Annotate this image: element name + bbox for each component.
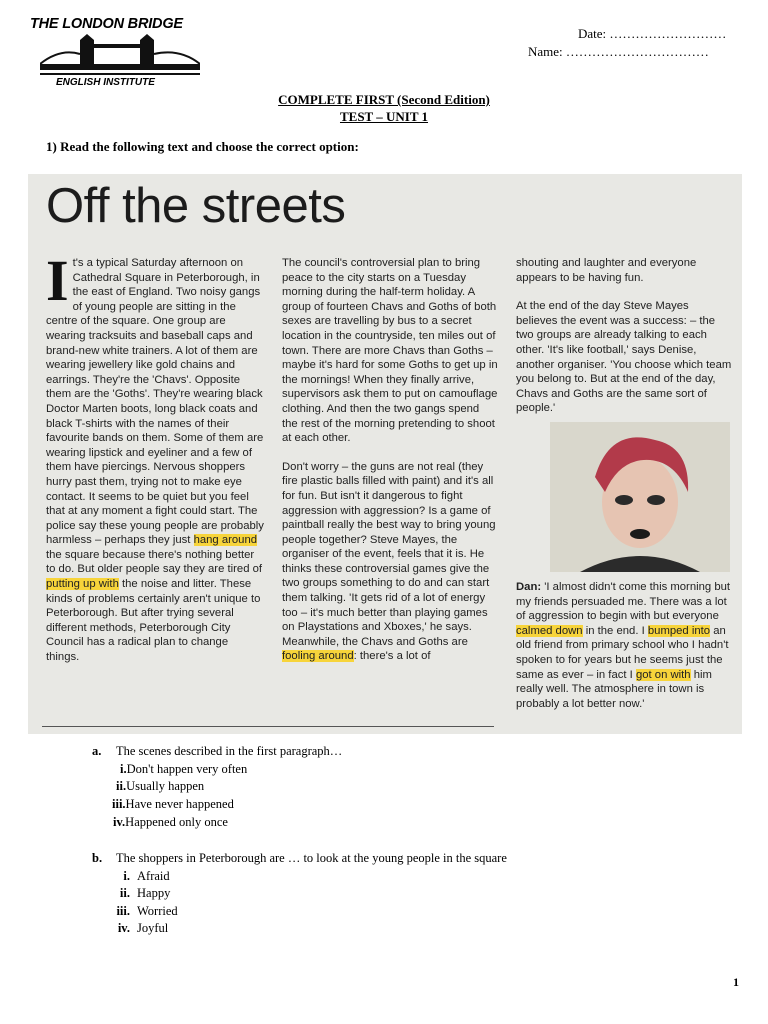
- article-photo: [550, 422, 730, 572]
- article-column-2: [282, 256, 498, 678]
- question-label: b.: [92, 851, 103, 865]
- article-column-1: [46, 248, 264, 679]
- option[interactable]: [113, 815, 228, 830]
- option-text: Joyful: [137, 921, 169, 935]
- option-text: Afraid: [137, 869, 170, 883]
- question-b: [92, 851, 507, 866]
- option[interactable]: [120, 762, 247, 777]
- article-title: Off the streets: [46, 179, 346, 233]
- option-text: Happened only once: [125, 815, 228, 829]
- dan-quote: [516, 580, 734, 725]
- highlight-phrase: fooling around: [282, 650, 354, 663]
- article-paragraph: At the end of the day Steve Mayes believes the event was a success: – the two groups are already talking to each other. 'It's like football,' says Denise, another organiser. 'You choose which team you belong to. But at the end of the day, Chavs and Goths are the same sort of people.': [516, 300, 732, 415]
- article-paragraph: The council's controversial plan to bring peace to the city starts on a Tuesday morning during the half-term holiday. A group of fourteen Chavs and Goths of both sexes are travelling by bus to a secret location in the countryside, ten miles out of town. There are more Chavs than Goths – maybe it's hard for some Goths to get up in the mornings! When they finally arrive, supervisors ask them to put on camouflage clothing. And then the two gangs spend the rest of the morning pretending to shoot at each other.: [282, 257, 498, 445]
- page-number: 1: [733, 975, 739, 989]
- article-text: t's a typical Saturday afternoon on Cathedral Square in Peterborough, in the east of England. Two noisy gangs of young people are sitting in the centre of the square. One group are wearing tracksuits and baseball caps and brand-new white trainers. A lot of them are wearing jewellery like gold chains and earrings. They're the 'Chavs'. Opposite them are the 'Goths'. They're wearing black Doctor Marten boots, long black coats and black T-shirts with the names of their favourite bands on them. Some of them are wearing lipstick and eyeliner and a few of them have piercings. Nervous shoppers hurry past them, trying not to make eye contact. It seems to be quiet but you feel that at any moment a fight could start. The police say these young people are probably harmless – perhaps they just: [46, 257, 264, 547]
- question-text: The shoppers in Peterborough are … to look at the young people in the square: [116, 851, 507, 865]
- logo-bottom-text: ENGLISH INSTITUTE: [56, 77, 155, 88]
- option[interactable]: [108, 869, 170, 884]
- dan-label: Dan:: [516, 581, 542, 593]
- article-text: an old friend from primary school who I hadn't spoken to for years but he seems just the same as ever – in fact I: [516, 624, 729, 681]
- article-text: the square because there's nothing better to do. But older people say they are tired of: [46, 548, 263, 576]
- tower-bridge-icon: [40, 34, 200, 78]
- highlight-phrase: putting up with: [46, 578, 119, 591]
- article-text: in the end. I: [582, 624, 645, 637]
- article-text: : there's a lot of: [353, 650, 431, 663]
- article-paragraph: shouting and laughter and everyone appears to be having fun.: [516, 257, 697, 284]
- article-text: Don't worry – the guns are not real (they fire plastic balls filled with paint) and it's all for fun. But isn't it dangerous to fight aggression with aggression? Is a game of paintball really the best way to bring young people together? Steve Mayes, the organiser of the event, feels that it is. He thinks these controversial games give the two groups something to do and can start them talking. 'It gets rid of a lot of energy too – it's much better than playing games on Playstations and Xboxes,' he says. Meanwhile, the Chavs and Goths are: [282, 460, 496, 648]
- option-text: Happy: [137, 886, 171, 900]
- article-text: him really well. The atmosphere in town is probably a lot better now.': [516, 668, 712, 710]
- option-text: Have never happened: [125, 797, 234, 811]
- name-field: Name: ……………………………: [528, 44, 709, 59]
- portrait-image: [550, 422, 730, 572]
- test-title: COMPLETE FIRST (Second Edition): [278, 92, 490, 107]
- question-text: The scenes described in the first paragraph…: [116, 744, 343, 758]
- logo-top-text: THE LONDON BRIDGE: [30, 16, 183, 32]
- option-number: iii.: [112, 797, 126, 811]
- test-subtitle: TEST – UNIT 1: [339, 109, 429, 124]
- option-text: Don't happen very often: [126, 762, 248, 776]
- option-number: ii.: [119, 886, 130, 900]
- highlight-phrase: got on with: [635, 668, 691, 681]
- highlight-phrase: calmed down: [516, 624, 583, 637]
- option-number: iii.: [116, 904, 130, 918]
- option-number: iv.: [117, 921, 130, 935]
- option-text: Usually happen: [126, 779, 205, 793]
- question-a: [92, 744, 342, 759]
- option-text: Worried: [137, 904, 178, 918]
- option[interactable]: [116, 779, 204, 794]
- option[interactable]: [108, 921, 168, 936]
- highlight-phrase: bumped into: [647, 624, 711, 637]
- option-number: iv.: [113, 815, 126, 829]
- question-label: a.: [92, 744, 102, 758]
- question-1-instruction: 1) Read the following text and choose the correct option:: [46, 139, 359, 154]
- option[interactable]: [108, 886, 170, 901]
- institute-logo: [30, 16, 210, 94]
- option[interactable]: [108, 904, 178, 919]
- option-number: i.: [120, 762, 127, 776]
- drop-cap: I: [46, 248, 69, 313]
- option[interactable]: [112, 797, 234, 812]
- article-clipping: [28, 174, 742, 734]
- article-column-3: [516, 256, 732, 430]
- article-text: 'I almost didn't come this morning but my friends persuaded me. There was a lot of aggression to begin with but everyone: [516, 581, 731, 623]
- date-field: Date: ………………………: [578, 26, 727, 41]
- option-number: ii.: [116, 779, 127, 793]
- highlight-phrase: hang around: [193, 534, 258, 547]
- article-text: the noise and litter. These kinds of problems certainly aren't unique to Peterborough. But after trying several different methods, Peterborough City Council has a radical plan to change things.: [46, 578, 261, 664]
- divider: [42, 726, 494, 727]
- option-number: i.: [123, 869, 130, 883]
